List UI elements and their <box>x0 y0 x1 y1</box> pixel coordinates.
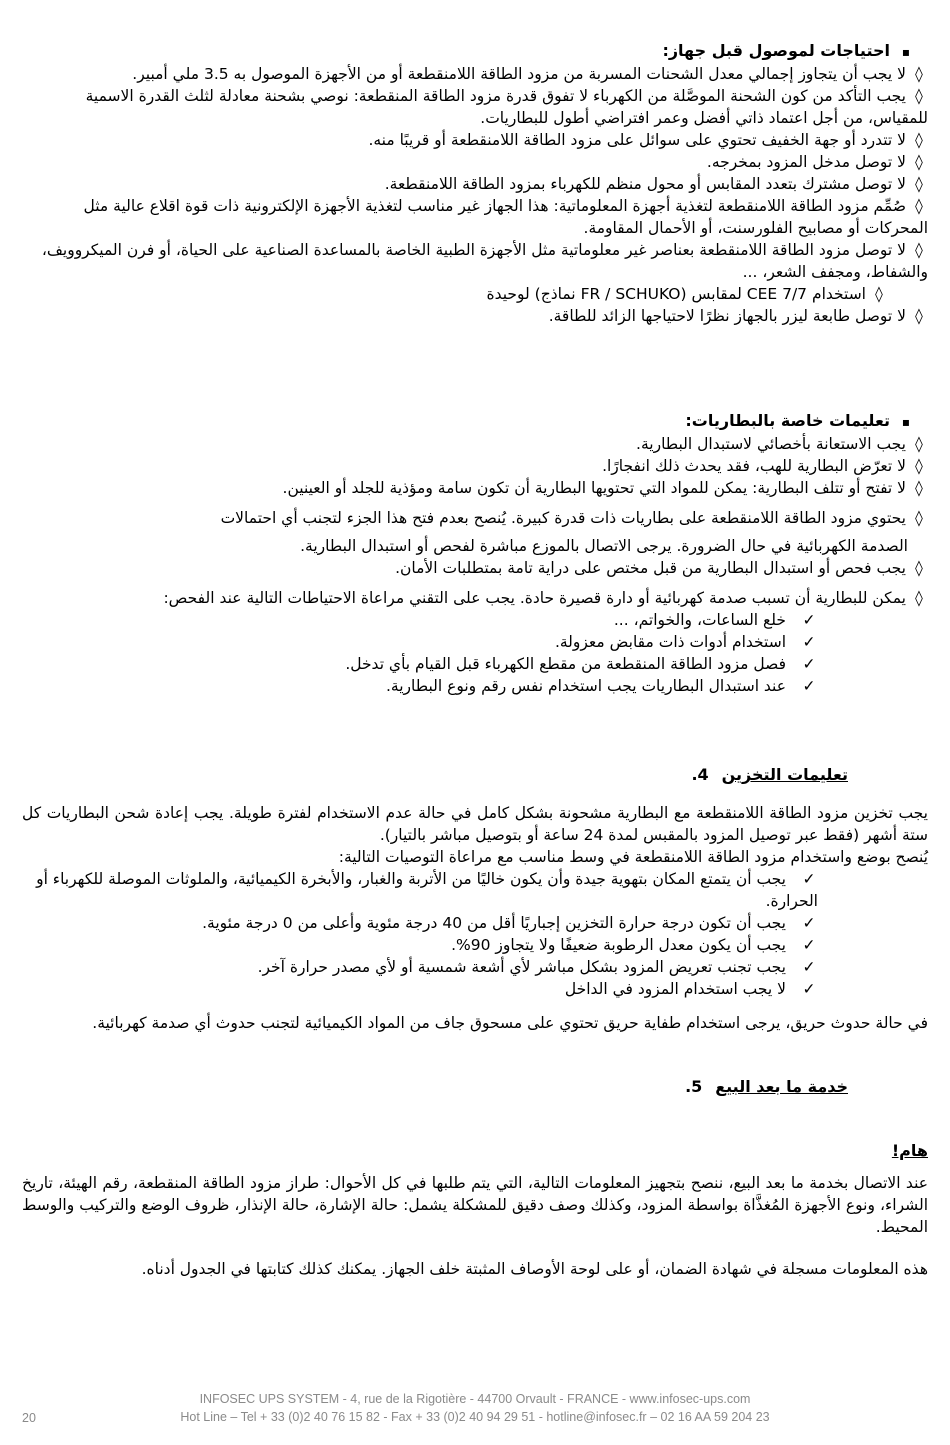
connect-item-4 <box>22 151 928 173</box>
diamond-bullet-icon: ◊ <box>915 508 923 527</box>
diamond-bullet-icon: ◊ <box>915 152 923 171</box>
connect-item-2-text: يجب التأكد من كون الشحنة الموصَّلة من الكهرباء لا تفوق قدرة مزود الطاقة المنقطعة: نوصي بشحنة معادلة لثلث القدرة الاسمية للمقياس، من أجل اعتماد ذاتي أفضل وعمر افتراضي أطول للبطاريات. <box>85 86 928 127</box>
battery-check-4-text: عند استبدال البطاريات يجب استخدام نفس رقم ونوع البطارية. <box>385 676 786 695</box>
battery-check-2 <box>22 631 818 653</box>
page-number: 20 <box>22 1411 36 1425</box>
diamond-bullet-icon: ◊ <box>875 284 883 303</box>
diamond-bullet-icon: ◊ <box>915 240 923 259</box>
battery-check-2-text: استخدام أدوات ذات مقابض معزولة. <box>554 632 786 651</box>
check-mark-icon: ✓ <box>802 936 816 954</box>
diamond-bullet-icon: ◊ <box>915 456 923 475</box>
battery-check-4 <box>22 675 818 697</box>
connect-item-1-text: لا يجب أن يتجاوز إجمالي معدل الشحنات المسربة من مزود الطاقة اللامنقطعة أو من الأجهزة الموصول به 3.5 ملي أمبير. <box>132 64 906 83</box>
diamond-bullet-icon: ◊ <box>915 86 923 105</box>
check-mark-icon: ✓ <box>802 654 816 673</box>
diamond-bullet-icon: ◊ <box>915 196 923 215</box>
connect-item-5-text: لا توصل مشترك بتعدد المقابس أو محول منظم للكهرباء بمزود الطاقة اللامنقطعة. <box>384 174 906 193</box>
section-service-title: خدمة ما بعد البيع <box>715 1077 848 1096</box>
section-storage <box>22 764 928 1034</box>
connect-item-2 <box>22 85 928 129</box>
connect-item-7 <box>22 239 928 283</box>
battery-item-2 <box>22 455 928 477</box>
section-service <box>22 1076 928 1098</box>
storage-check-2 <box>22 912 818 934</box>
section-battery-title: تعليمات خاصة بالبطاريات: <box>685 411 890 430</box>
connect-item-7-text: لا توصل مزود الطاقة اللامنقطعة بعناصر غير معلوماتية مثل الأجهزة الطبية الخاصة بالمساعدة الصناعية على الحياة، أو فرن الميكروويف، والشفاط، ومجفف الشعر، ... <box>41 240 928 281</box>
storage-checklist <box>22 868 818 1000</box>
diamond-bullet-icon: ◊ <box>915 64 923 83</box>
storage-check-1 <box>22 868 818 912</box>
connect-item-3-text: لا تتدرد أو جهة الخفيف تحتوي على سوائل على مزود الطاقة اللامنقطعة أو قريبًا منه. <box>368 130 906 149</box>
check-mark-icon: ✓ <box>802 958 816 976</box>
battery-item-tech <box>22 587 928 609</box>
connect-item-3 <box>22 129 928 151</box>
storage-check-2-text: يجب أن تكون درجة حرارة التخزين إجباريًا أقل من 40 درجة مئوية وأعلى من 0 درجة مئوية. <box>202 914 786 932</box>
storage-check-4-text: يجب تجنب تعريض المزود بشكل مباشر لأي أشعة شمسية أو لأي مصدر حرارة آخر. <box>257 958 786 976</box>
diamond-bullet-icon: ◊ <box>915 558 923 577</box>
diamond-bullet-icon: ◊ <box>915 130 923 149</box>
diamond-bullet-icon: ◊ <box>915 588 923 607</box>
section-service-heading <box>22 1076 848 1098</box>
battery-check-3 <box>22 653 818 675</box>
square-bullet-icon: ▪ <box>901 414 910 429</box>
diamond-bullet-icon: ◊ <box>915 478 923 497</box>
battery-check-1-text: خلع الساعات، والخواتم، ... <box>613 610 786 629</box>
footer-contact: Hot Line – Tel + 33 (0)2 40 76 15 82 - Fax + 33 (0)2 40 94 29 51 - hotline@infosec.fr – 02 16 AA 59 204 23 <box>180 1410 770 1424</box>
storage-check-1-text: يجب أن يتمتع المكان بتهوية جيدة وأن يكون خاليًا من الأتربة والغبار، والأبخرة الكيميائية، والملوثات الموصلة للكهرباء أو الحرارة. <box>36 870 818 910</box>
battery-item-2-text: لا تعرّض البطارية للهب، فقد يحدث ذلك انفجارًا. <box>602 456 906 475</box>
battery-item-1-text: يجب الاستعانة بأخصائي لاستبدال البطارية. <box>636 434 906 453</box>
section-connect-heading <box>22 40 910 63</box>
storage-check-5-text: لا يجب استخدام المزود في الداخل <box>564 980 786 998</box>
section-connect <box>22 40 928 327</box>
connect-item-cee <box>22 283 888 305</box>
section-storage-heading <box>22 764 848 786</box>
check-mark-icon: ✓ <box>802 980 816 998</box>
section-connect-title: احتياجات لموصول قبل جهاز: <box>662 41 890 60</box>
check-mark-icon: ✓ <box>802 676 816 695</box>
battery-item-cells-line2: الصدمة الكهربائية في حال الضرورة. يرجى الاتصال بالموزع مباشرة لفحص أو استبدال البطارية. <box>300 536 908 555</box>
check-mark-icon: ✓ <box>802 914 816 932</box>
important-para-2: هذه المعلومات مسجلة في شهادة الضمان، أو على لوحة الأوصاف المثبتة خلف الجهاز. يمكنك كذلك كتابتها في الجدول أدناه. <box>141 1260 928 1278</box>
connect-item-cee-text: استخدام CEE 7/7 لمقابس (FR / SCHUKO نماذج) لوحيدة <box>486 284 866 303</box>
storage-check-3 <box>22 934 818 956</box>
section-service-number: 5. <box>685 1077 703 1096</box>
storage-check-4 <box>22 956 818 978</box>
battery-checklist <box>22 609 818 697</box>
diamond-bullet-icon: ◊ <box>915 306 923 325</box>
diamond-bullet-icon: ◊ <box>915 434 923 453</box>
storage-check-5 <box>22 978 818 1000</box>
battery-item-check <box>22 557 928 579</box>
section-battery-heading <box>22 410 910 433</box>
connect-item-last-text: لا توصل طابعة ليزر بالجهاز نظرًا لاحتياجها الزائد للطاقة. <box>548 306 906 325</box>
storage-check-3-text: يجب أن يكون معدل الرطوبة ضعيفًا ولا يتجاوز 90%. <box>451 936 786 954</box>
storage-para-1: يجب تخزين مزود الطاقة اللامنقطعة مع البطارية مشحونة بشكل كامل في حالة عدم الاستخدام لفترة طويلة. يجب إعادة شحن البطاريات كل ستة أشهر (فقط عبر توصيل المزود بالمقبس لمدة 24 ساعة أو بتوصيل مباشر بالتيار). <box>22 804 928 844</box>
battery-item-cells-line1: يحتوي مزود الطاقة اللامنقطعة على بطاريات ذات قدرة كبيرة. يُنصح بعدم فتح هذا الجزء لتجنب أي احتمالات <box>220 508 906 527</box>
square-bullet-icon: ▪ <box>901 44 910 59</box>
battery-item-3 <box>22 477 928 499</box>
diamond-bullet-icon: ◊ <box>915 174 923 193</box>
battery-item-cells <box>22 507 928 529</box>
battery-item-1 <box>22 433 928 455</box>
section-storage-title: تعليمات التخزين <box>721 765 848 784</box>
check-mark-icon: ✓ <box>802 610 816 629</box>
connect-item-4-text: لا توصل مدخل المزود بمخرجه. <box>706 152 906 171</box>
battery-item-check-text: يجب فحص أو استبدال البطارية من قبل مختص على دراية تامة بمتطلبات الأمان. <box>395 558 906 577</box>
connect-item-5 <box>22 173 928 195</box>
connect-item-last <box>22 305 928 327</box>
section-battery <box>22 410 928 697</box>
check-mark-icon: ✓ <box>802 870 816 888</box>
connect-item-6-text: صُمِّم مزود الطاقة اللامنقطعة لتغذية أجهزة المعلوماتية: هذا الجهاز غير مناسب لتغذية الأجهزة الإلكترونية ذات قوة اقلاع عالية مثل المحركات أو مصابيح الفلورسنت، أو الأحمال المقاومة. <box>83 196 928 237</box>
storage-fire-note: في حالة حدوث حريق، يرجى استخدام طفاية حريق تحتوي على مسحوق جاف من المواد الكيميائية لتجنب حدوث أي صدمة كهربائية. <box>92 1014 928 1032</box>
section-important <box>22 1140 928 1280</box>
battery-item-3-text: لا تفتح أو تتلف البطارية: يمكن للمواد التي تحتويها البطارية أن تكون سامة ومؤذية للجلد أو العينين. <box>282 478 906 497</box>
battery-item-cells-cont <box>22 535 908 557</box>
important-para-1: عند الاتصال بخدمة ما بعد البيع، ننصح بتجهيز المعلومات التالية، التي يتم طلبها في كل الأحوال: طراز مزود الطاقة المنقطعة، رقم الهيئة، تاريخ الشراء، ونوع الأجهزة المُغذَّاة بواسطة المزود، وكذلك وصف دقيق للمشكلة يشمل: حالة الإشارة، حالة الإنذار، ظروف الوضع والتركيب والوسط المحيط. <box>22 1174 928 1236</box>
important-title: هام! <box>891 1141 928 1160</box>
battery-check-1 <box>22 609 818 631</box>
storage-para-2: يُنصح بوضع واستخدام مزود الطاقة اللامنقطعة في وسط مناسب مع مراعاة التوصيات التالية: <box>338 848 928 866</box>
section-storage-number: 4. <box>691 765 709 784</box>
footer-address: INFOSEC UPS SYSTEM - 4, rue de la Rigotière - 44700 Orvault - FRANCE - www.infosec-ups.com <box>199 1392 751 1406</box>
battery-check-3-text: فصل مزود الطاقة المنقطعة من مقطع الكهرباء قبل القيام بأي تدخل. <box>345 654 786 673</box>
battery-item-tech-text: يمكن للبطارية أن تسبب صدمة كهربائية أو دارة قصيرة حادة. يجب على التقني مراعاة الاحتياطات التالية عند الفحص: <box>163 588 906 607</box>
connect-item-6 <box>22 195 928 239</box>
connect-item-1 <box>22 63 928 85</box>
check-mark-icon: ✓ <box>802 632 816 651</box>
